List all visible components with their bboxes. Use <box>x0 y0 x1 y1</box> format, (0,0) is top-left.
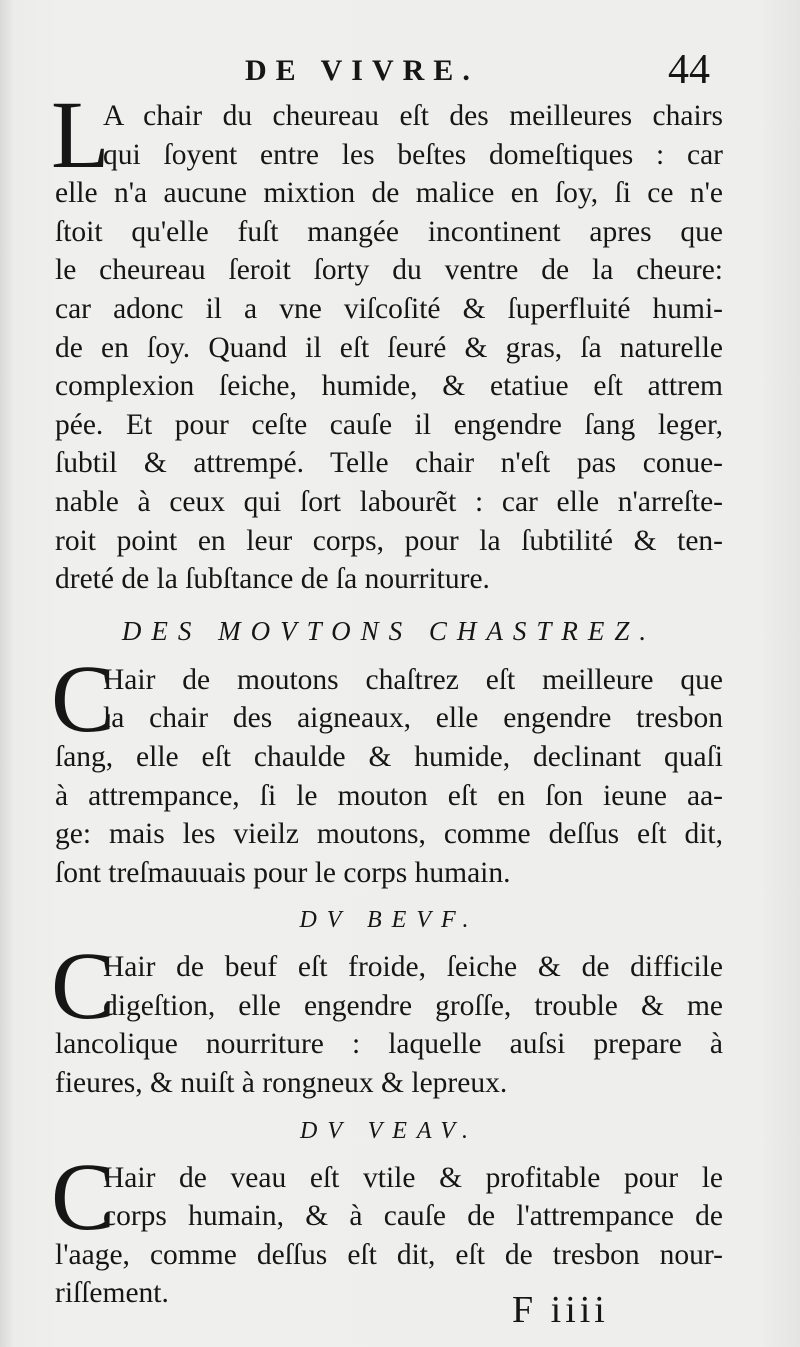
text-line: de en ſoy. Quand il eſt ſeuré & gras, ſa naturelle <box>55 331 723 364</box>
paragraph-veau <box>51 1142 723 1313</box>
text-line: A chair du cheureau eſt des meilleures chairs <box>103 100 723 132</box>
signature-mark: F iiii <box>512 1289 609 1331</box>
text-line: roit point en leur corps, pour la ſubtilité & ten- <box>55 524 723 557</box>
text-line: ſont treſmauuais pour le corps humain. <box>55 856 511 889</box>
section-heading: DES MOVTONS CHASTREZ. <box>121 615 657 646</box>
text-line: à attrempance, ſi le mouton eſt en ſon ieune aa- <box>55 779 723 812</box>
text-line: pée. Et pour ceſte cauſe il engendre ſang leger, <box>55 408 723 441</box>
text-line: ſubtil & attrempé. Telle chair n'eſt pas conue- <box>55 447 723 480</box>
page-header <box>0 46 800 96</box>
page-number: 44 <box>668 47 710 93</box>
text-line: ge: mais les vieilz moutons, comme deſſus eſt dit, <box>55 818 723 851</box>
text-line: dreté de la ſubſtance de ſa nourriture. <box>55 563 490 596</box>
text-line: complexion ſeiche, humide, & etatiue eſt attrem <box>55 370 723 403</box>
drop-cap: C <box>51 644 116 752</box>
paragraph-cheureau <box>51 81 723 599</box>
text-line: qui ſoyent entre les beſtes domeſtiques : car <box>103 138 723 171</box>
text-line: la chair des aigneaux, elle engendre tresbon <box>103 702 723 735</box>
paragraph-moutons <box>51 644 723 893</box>
text-line: l'aage, comme deſſus eſt dit, eſt de tresbon nour- <box>55 1238 723 1271</box>
text-line: ſang, elle eſt chaulde & humide, declinant quaſi <box>55 740 723 773</box>
text-line: riſſement. <box>55 1277 169 1310</box>
running-head: DE VIVRE. <box>245 54 479 87</box>
text-line: digeſtion, elle engendre groſſe, trouble & me <box>103 989 723 1022</box>
text-line: car adonc il a vne viſcoſité & ſuperfluité humi- <box>55 292 723 325</box>
text-line: lancolique nourriture : laquelle auſsi prepare à <box>55 1028 723 1061</box>
text-line: Hair de moutons chaſtrez eſt meilleure que <box>103 663 723 696</box>
text-line: le cheureau ſeroit ſorty du ventre de la cheure: <box>55 254 723 287</box>
text-line: elle n'a aucune mixtion de malice en ſoy, ſi ce n'e <box>55 177 723 210</box>
paragraph-beuf <box>51 932 723 1102</box>
text-line: fieures, & nuiſt à rongneux & lepreux. <box>55 1067 508 1100</box>
text-line: Hair de veau eſt vtile & profitable pour le <box>103 1161 723 1194</box>
text-line: Hair de beuf eſt froide, ſeiche & de difficile <box>103 951 723 984</box>
drop-cap: C <box>51 1142 116 1250</box>
text-line: corps humain, & à cauſe de l'attrempance de <box>103 1200 723 1233</box>
drop-cap: L <box>51 81 110 188</box>
text-line: ſtoit qu'elle fuſt mangée incontinent apres que <box>55 215 723 248</box>
section-heading: DV VEAV. <box>300 1117 478 1144</box>
text-block <box>51 81 723 1313</box>
drop-cap: C <box>51 932 116 1040</box>
section-heading: DV BEVF. <box>299 907 479 934</box>
text-line: nable à ceux qui ſort labourẽt : car elle n'arreſte- <box>55 485 723 518</box>
